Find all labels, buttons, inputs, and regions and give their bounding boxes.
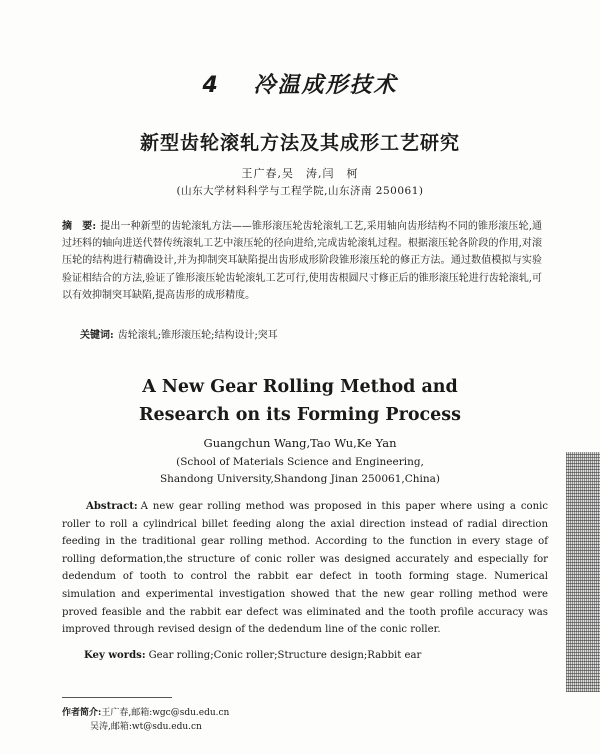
chinese-affiliation: (山东大学材料科学与工程学院,山东济南 250061) bbox=[176, 185, 424, 197]
footnote-label: 作者简介: bbox=[62, 708, 102, 718]
author-footnote bbox=[62, 706, 229, 734]
chinese-keywords-text: 齿轮滚轧;锥形滚压轮;结构设计;突耳 bbox=[117, 330, 278, 341]
english-affiliation-line-2: Shandong University,Shandong Jinan 250061,China) bbox=[159, 473, 441, 485]
english-abstract-label: Abstract: bbox=[86, 501, 138, 512]
english-affiliation bbox=[0, 454, 600, 488]
chinese-authors: 王广春,吴 涛,闫 柯 bbox=[241, 167, 359, 180]
footnote-line-2: 吴涛,邮箱:wt@sdu.edu.cn bbox=[90, 722, 202, 732]
scan-edge-artifact bbox=[566, 452, 600, 692]
english-paper-title bbox=[0, 373, 600, 429]
chinese-abstract-text: 提出一种新型的齿轮滚轧方法——锥形滚压轮齿轮滚轧工艺,采用轴向齿形结构不同的锥形滚压轮,通过坯料的轴向进送代替传统滚轧工艺中滚压轮的径向进给,完成齿轮滚轧过程。根据滚压轮各阶段的作用,对滚压轮的结构进行精确设计,并为抑制突耳缺陷提出齿形成形阶段锥形滚压轮的修正方法。通过数值模拟与实验验证相结合的方法,验证了锥形滚压轮齿轮滚轧工艺可行,使用齿根圆尺寸修正后的锥形滚压轮进行齿轮滚轧,可以有效抑制突耳缺陷,提高齿形的成形精度。 bbox=[62, 221, 542, 301]
footnote-divider bbox=[62, 697, 172, 698]
english-authors: Guangchun Wang,Tao Wu,Ke Yan bbox=[203, 436, 397, 450]
english-keywords-text: Gear rolling;Conic roller;Structure design;Rabbit ear bbox=[148, 650, 422, 661]
english-keywords-label: Key words: bbox=[84, 650, 146, 661]
chinese-abstract bbox=[62, 218, 542, 304]
chinese-keywords bbox=[80, 326, 540, 341]
english-abstract bbox=[62, 498, 548, 639]
section-heading bbox=[0, 68, 600, 99]
chinese-abstract-label: 摘 要: bbox=[62, 221, 97, 232]
chinese-keywords-label: 关键词: bbox=[80, 330, 114, 341]
english-title-line-2: Research on its Forming Process bbox=[139, 405, 461, 425]
english-keywords bbox=[84, 650, 544, 661]
section-number: 4 bbox=[202, 73, 219, 98]
english-title-line-1: A New Gear Rolling Method and bbox=[142, 377, 458, 397]
english-affiliation-line-1: (School of Materials Science and Engineering, bbox=[176, 456, 424, 468]
footnote-line-1: 王广春,邮箱:wgc@sdu.edu.cn bbox=[101, 708, 230, 718]
chinese-paper-title: 新型齿轮滚轧方法及其成形工艺研究 bbox=[139, 132, 460, 154]
section-title: 冷温成形技术 bbox=[253, 73, 398, 98]
english-abstract-text: A new gear rolling method was proposed in this paper where using a conic roller to roll a cylindrical billet feeding along the axial direction instead of radial direction feeding in the traditional gear rolling method. According to the function in every stage of rolling deformation,the structure of conic roller was designed accurately and especially for dedendum of tooth to control the rabbit ear defect in tooth forming stage. Numerical simulation and experimental investigation showed that the new gear rolling method were proved feasible and the rabbit ear defect was eliminated and the tooth profile accuracy was improved through revised design of the dedendum line of the conic roller. bbox=[62, 501, 548, 636]
